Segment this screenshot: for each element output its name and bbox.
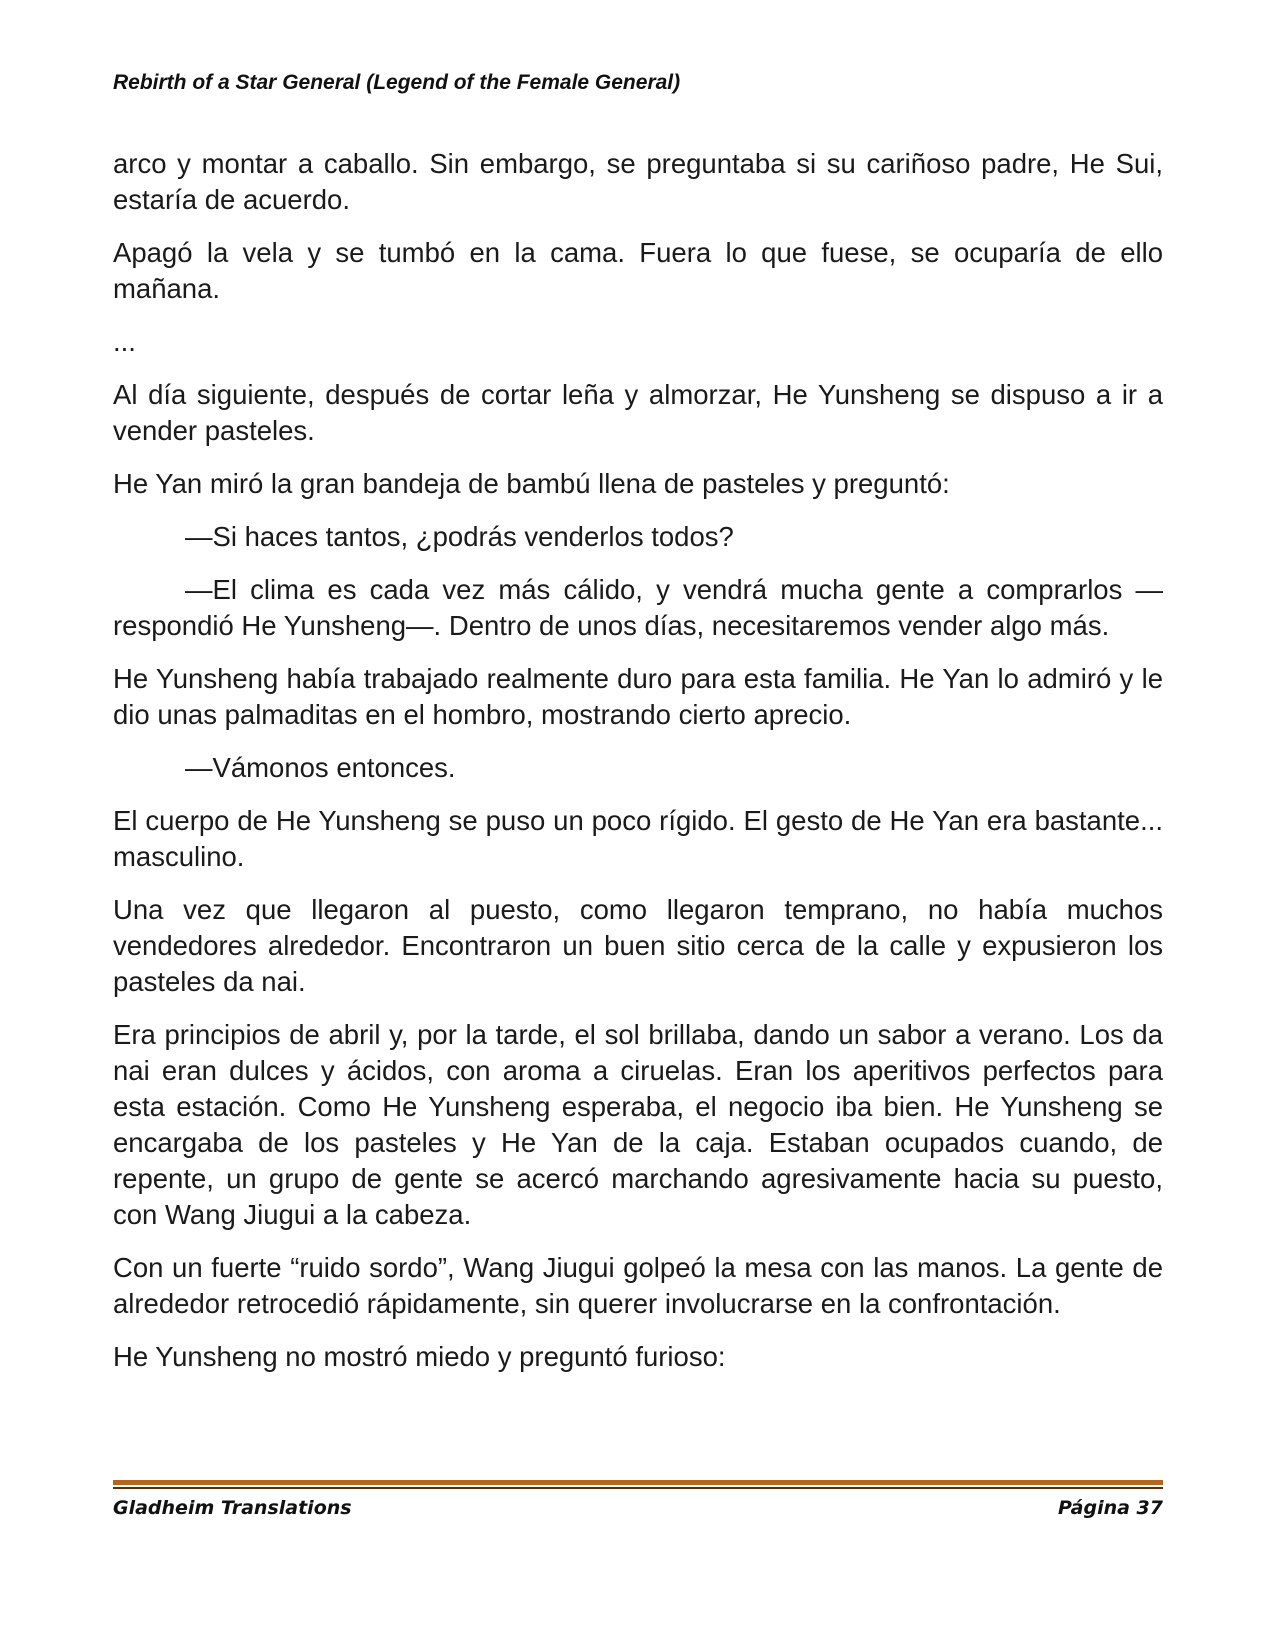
- paragraph-5: He Yan miró la gran bandeja de bambú llena de pasteles y preguntó:: [113, 468, 950, 499]
- paragraph-2: Apagó la vela y se tumbó en la cama. Fuera lo que fuese, se ocuparía de ello mañana.: [113, 237, 1163, 304]
- footer-page-number: Página 37: [1057, 1497, 1163, 1519]
- paragraph-10: El cuerpo de He Yunsheng se puso un poco rígido. El gesto de He Yan era bastante... masculino.: [113, 805, 1163, 872]
- paragraph-12: Era principios de abril y, por la tarde, el sol brillaba, dando un sabor a verano. Los da nai eran dulces y ácidos, con aroma a ciruelas. Eran los aperitivos perfectos para esta estación. Como He Yunsheng esperaba, el negocio iba bien. He Yunsheng se encargaba de los pasteles y He Yan de la caja. Estaban ocupados cuando, de repente, un grupo de gente se acercó marchando agresivamente hacia su puesto, con Wang Jiugui a la cabeza.: [113, 1019, 1163, 1230]
- paragraph-3: ...: [113, 326, 136, 357]
- footer-publisher: Gladheim Translations: [113, 1497, 352, 1519]
- paragraph-9: —Vámonos entonces.: [185, 752, 456, 783]
- document-body: [113, 146, 1163, 1392]
- paragraph-7: —El clima es cada vez más cálido, y vendrá mucha gente a comprarlos —respondió He Yunsheng—. Dentro de unos días, necesitaremos vender algo más.: [113, 574, 1163, 641]
- paragraph-4: Al día siguiente, después de cortar leña y almorzar, He Yunsheng se dispuso a ir a vender pasteles.: [113, 379, 1163, 446]
- page-header: Rebirth of a Star General (Legend of the Female General): [113, 71, 681, 94]
- page-footer: [113, 1497, 1163, 1519]
- footer-rule-top: [113, 1480, 1163, 1485]
- paragraph-6: —Si haces tantos, ¿podrás venderlos todos?: [185, 521, 734, 552]
- paragraph-11: Una vez que llegaron al puesto, como llegaron temprano, no había muchos vendedores alrededor. Encontraron un buen sitio cerca de la calle y expusieron los pasteles da nai.: [113, 894, 1163, 997]
- paragraph-8: He Yunsheng había trabajado realmente duro para esta familia. He Yan lo admiró y le dio unas palmaditas en el hombro, mostrando cierto aprecio.: [113, 663, 1163, 730]
- paragraph-14: He Yunsheng no mostró miedo y preguntó furioso:: [113, 1341, 726, 1372]
- paragraph-1: arco y montar a caballo. Sin embargo, se preguntaba si su cariñoso padre, He Sui, estaría de acuerdo.: [113, 148, 1163, 215]
- footer-rule-bottom: [113, 1487, 1163, 1489]
- paragraph-13: Con un fuerte “ruido sordo”, Wang Jiugui golpeó la mesa con las manos. La gente de alrededor retrocedió rápidamente, sin querer involucrarse en la confrontación.: [113, 1252, 1163, 1319]
